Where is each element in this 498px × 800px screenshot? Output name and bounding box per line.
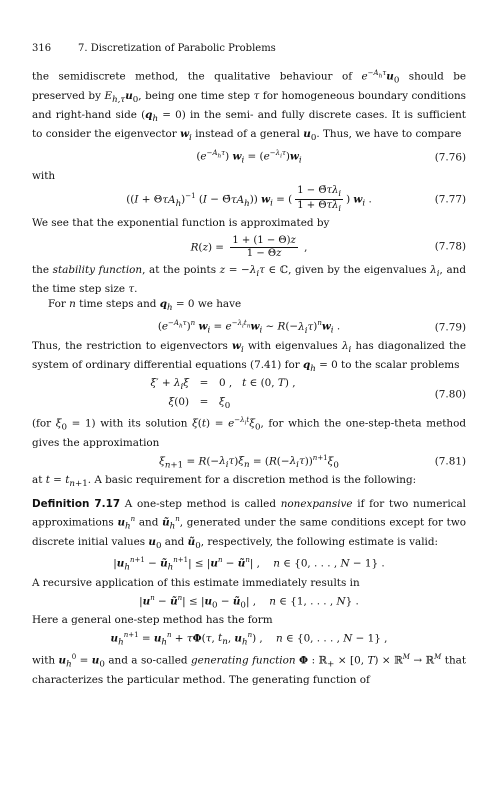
equation-7-81: $\xi_{n+1} = R(-\lambda_i\tau)\xi_n = (R(-\lambda_i\tau))^{n+1}\xi_0$ (7.81)	[159, 453, 466, 471]
paragraph-4: For n time steps and $q_h = 0$ we have	[48, 298, 242, 314]
recursive-estimate: $|u^n$ − $ũ^n| \le |u_0$ − $ũ_0|$ , n ∈ {1, . . . , N} .	[139, 593, 359, 611]
equation-number: (7.80)	[434, 388, 466, 401]
paragraph-with: with	[32, 169, 56, 182]
equation-7-80: $\xi' + \lambda_i\xi$ = 0 , t ∈ (0, T) , ξ(0) = $\xi_0$ (7.80)	[150, 377, 466, 412]
definition-label: Definition 7.17	[32, 497, 121, 510]
paragraph-8: A recursive application of this estimate immediately results in	[32, 576, 360, 589]
equation-7-79: $(e^{-A_h\tau})^n$ $w_i = e^{-\lambda_it_n}w_i$ ∼ $R(-\lambda_i\tau)^nw_i$ . (7.79)	[157, 319, 466, 336]
paragraph-6: (for $\xi_0 = 1$) with its solution $\xi(t) = e^{-\lambda_it}\xi_0$, for which the one-step-theta method gives the approximation	[32, 416, 466, 450]
paragraph-5: Thus, the restriction to eigenvectors $w_i$ with eigenvalues $\lambda_i$ has diagonalized the system of ordinary differential equations (7.41) for $q_h = 0$ to the scalar problems	[32, 339, 466, 375]
equation-number: (7.76)	[434, 150, 466, 163]
equation-7-76: $(e^{-A_h\tau}) w_i = (e^{-\lambda_i\tau})w_i$ (7.76)	[196, 149, 466, 166]
running-header	[32, 41, 466, 55]
equation-number: (7.78)	[434, 240, 466, 253]
equation-number: (7.79)	[434, 321, 466, 334]
definition-7-17: Definition 7.17 A one-step method is called nonexpansive if for two numerical approximations $u_h^n$ and $ũ_h^n$, generated under the same conditions except for two discrete initial values $u_0$ and $ũ_0$, respectively, the following estimate is valid:	[32, 497, 466, 551]
paragraph-3: the stability function, at the points $z = -\lambda_i\tau$ ∈ ℂ, given by the eigenvalues $\lambda_i$, and the time step size τ.	[32, 264, 466, 296]
equation-number: (7.77)	[434, 193, 466, 206]
chapter-title: 7. Discretization of Parabolic Problems	[78, 43, 276, 54]
paragraph-2: We see that the exponential function is approximated by	[32, 216, 330, 229]
equation-number: (7.81)	[434, 455, 466, 468]
page-number: 316	[32, 43, 52, 54]
paragraph-10: with $u_h^0 = u_0$ and a so-called generating function Φ : ℝ$_+$ × [0, T) × ℝ$^M$ → ℝ$^M$ that characterizes the particular method. The generating function of	[32, 653, 467, 686]
equation-7-78: R(z) = $\frac{1 + (1 - \Theta)z}{1 - \Theta z}$ , (7.78)	[190, 234, 466, 259]
equation-7-77: ($(I + \Theta\tau A_h)^{-1}$ $(I - \Thetā\tau A_h)$) $w_i$ = ( $\frac{1 - \Thetā\tau\lambda_i}{1 + \Theta\tau\lambda_i}$ ) $w_i$ . (7.77)	[126, 185, 466, 214]
paragraph-9: Here a general one-step method has the form	[32, 614, 273, 626]
nonexpansive-estimate: $|u_h^{n+1}$ − $ũ_h^{n+1}| \le |u^n$ − $ũ^n|$ , n ∈ {0, . . . , N − 1} .	[113, 556, 385, 573]
paragraph-7: at $t = t_{n+1}$. A basic requirement for a discretion method is the following:	[32, 474, 417, 490]
paragraph-1: the semidiscrete method, the qualitative behaviour of $e^{-A_h\tau}u_0$ should be preserved by $E_{h,\tau}u_0$, being one time step τ for homogeneous boundary conditions and right-hand side $(q_h = 0)$ in the semi- and fully discrete cases. It is sufficient to consider the eigenvector $w_i$ instead of a general $u_0$. Thus, we have to compare	[32, 69, 466, 144]
page-body	[32, 66, 466, 688]
one-step-method-form: $u_h^{n+1} = u_h^n + \tau\Phi(\tau$, $t_n$, $u_h^n$) , n ∈ {0, . . . , N − 1} ,	[110, 630, 388, 648]
